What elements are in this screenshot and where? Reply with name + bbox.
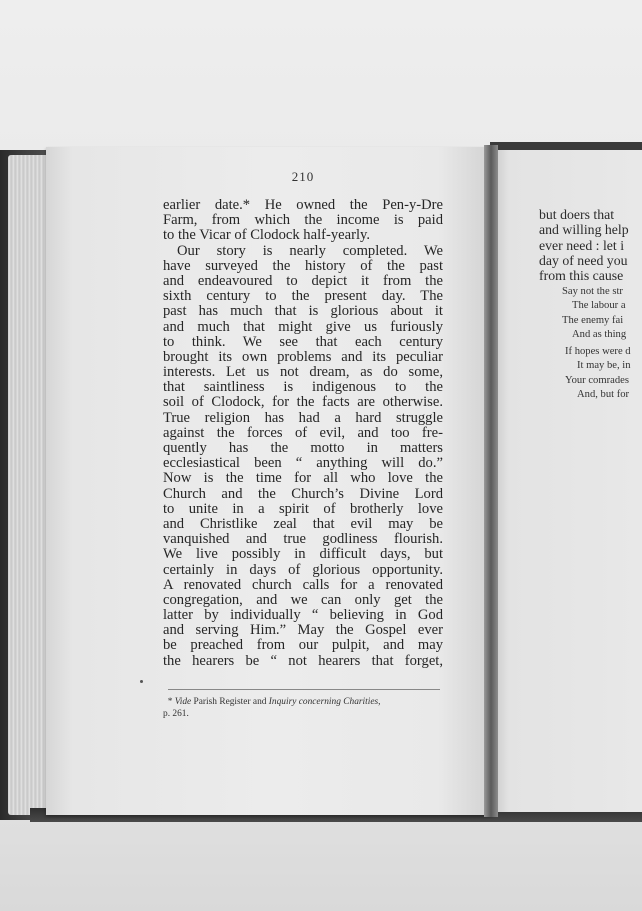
text-line: brought its own problems and its peculiar [163,349,443,365]
footnote-rule [168,689,440,690]
verse-line: And, but for [577,388,630,400]
book-cover-right [490,142,642,150]
text-line: certainly in days of glorious opportunity. [163,562,443,578]
text-line: past has much that is glorious about it [163,304,443,320]
right-text-line: and willing help [539,222,629,238]
text-line: quently has the motto in matters [163,441,443,456]
text-line: to think. We see that each century [163,334,443,350]
text-line: the hearers be “ not hearers that forget, [163,653,443,669]
page-number: 210 [291,169,315,184]
text-line: Farm, from which the income is paid [163,213,443,229]
text-line: Church and the Church’s Divine Lord [163,486,443,502]
text-line: congregation, and we can only get the [163,592,443,608]
text-line: and serving Him.” May the Gospel ever [163,623,443,639]
text-line: and Christlike zeal that evil may be [163,516,443,532]
verse-line: Say not the str [562,286,623,297]
text-line: earlier date.* He owned the Pen-y-Dre [163,198,443,213]
main-text [163,198,443,669]
footnote-register: Parish Register and [193,697,267,707]
text-line: A renovated church calls for a renovated [163,577,443,593]
verse-line: The labour a [572,300,626,312]
footnote [163,696,448,720]
text-line: interests. Let us not dream, as do some, [163,365,443,381]
text-line: to the Vicar of Clodock half-yearly. [163,228,371,244]
footnote-inquiry: Inquiry concerning Charities, [268,697,381,707]
text-line: be preached from our pulpit, and may [163,638,443,654]
footnote-vide: Vide [174,697,192,707]
right-text-line: ever need : let i [539,237,625,253]
page-speck [140,680,143,683]
right-text-line: but doers that [539,207,615,222]
right-page-prose [539,207,642,283]
verse-line: Your comrades [565,374,629,386]
text-line: Now is the time for all who love the [163,471,443,487]
text-line: True religion has had a hard struggle [163,410,443,426]
text-line: have surveyed the history of the past [163,258,443,274]
text-line: sixth century to the present day. The [163,289,443,305]
text-line: soil of Clodock, for the facts are otherwise. [163,395,443,411]
right-text-line: day of need you [539,252,628,268]
verse-line: The enemy fai [562,314,624,326]
text-line: that saintliness is indigenous to the [163,380,443,396]
text-line: and endeavoured to depict it from the [163,273,443,289]
right-page-verse-2 [565,345,642,402]
text-line: and much that might give us furiously [163,319,443,335]
text-line: vanquished and true godliness flourish. [163,532,443,548]
text-line: to unite in a spirit of brotherly love [163,501,443,517]
book-gutter [484,145,498,817]
verse-line: And as thing [572,328,627,340]
right-page-verse-1 [562,285,642,342]
verse-line: If hopes were d [565,346,631,357]
text-line: We live possibly in difficult days, but [163,547,443,563]
verse-line: It may be, in [577,360,631,372]
text-line: Our story is nearly completed. We [177,243,443,259]
footnote-marker: * [167,697,173,707]
text-line: against the forces of evil, and too fre- [163,425,443,441]
text-line: latter by individually “ believing in God [163,608,443,624]
footnote-page: p. 261. [163,709,189,719]
text-line: ecclesiastical been “ anything will do.” [163,456,443,472]
right-text-line: from this cause [539,268,624,284]
